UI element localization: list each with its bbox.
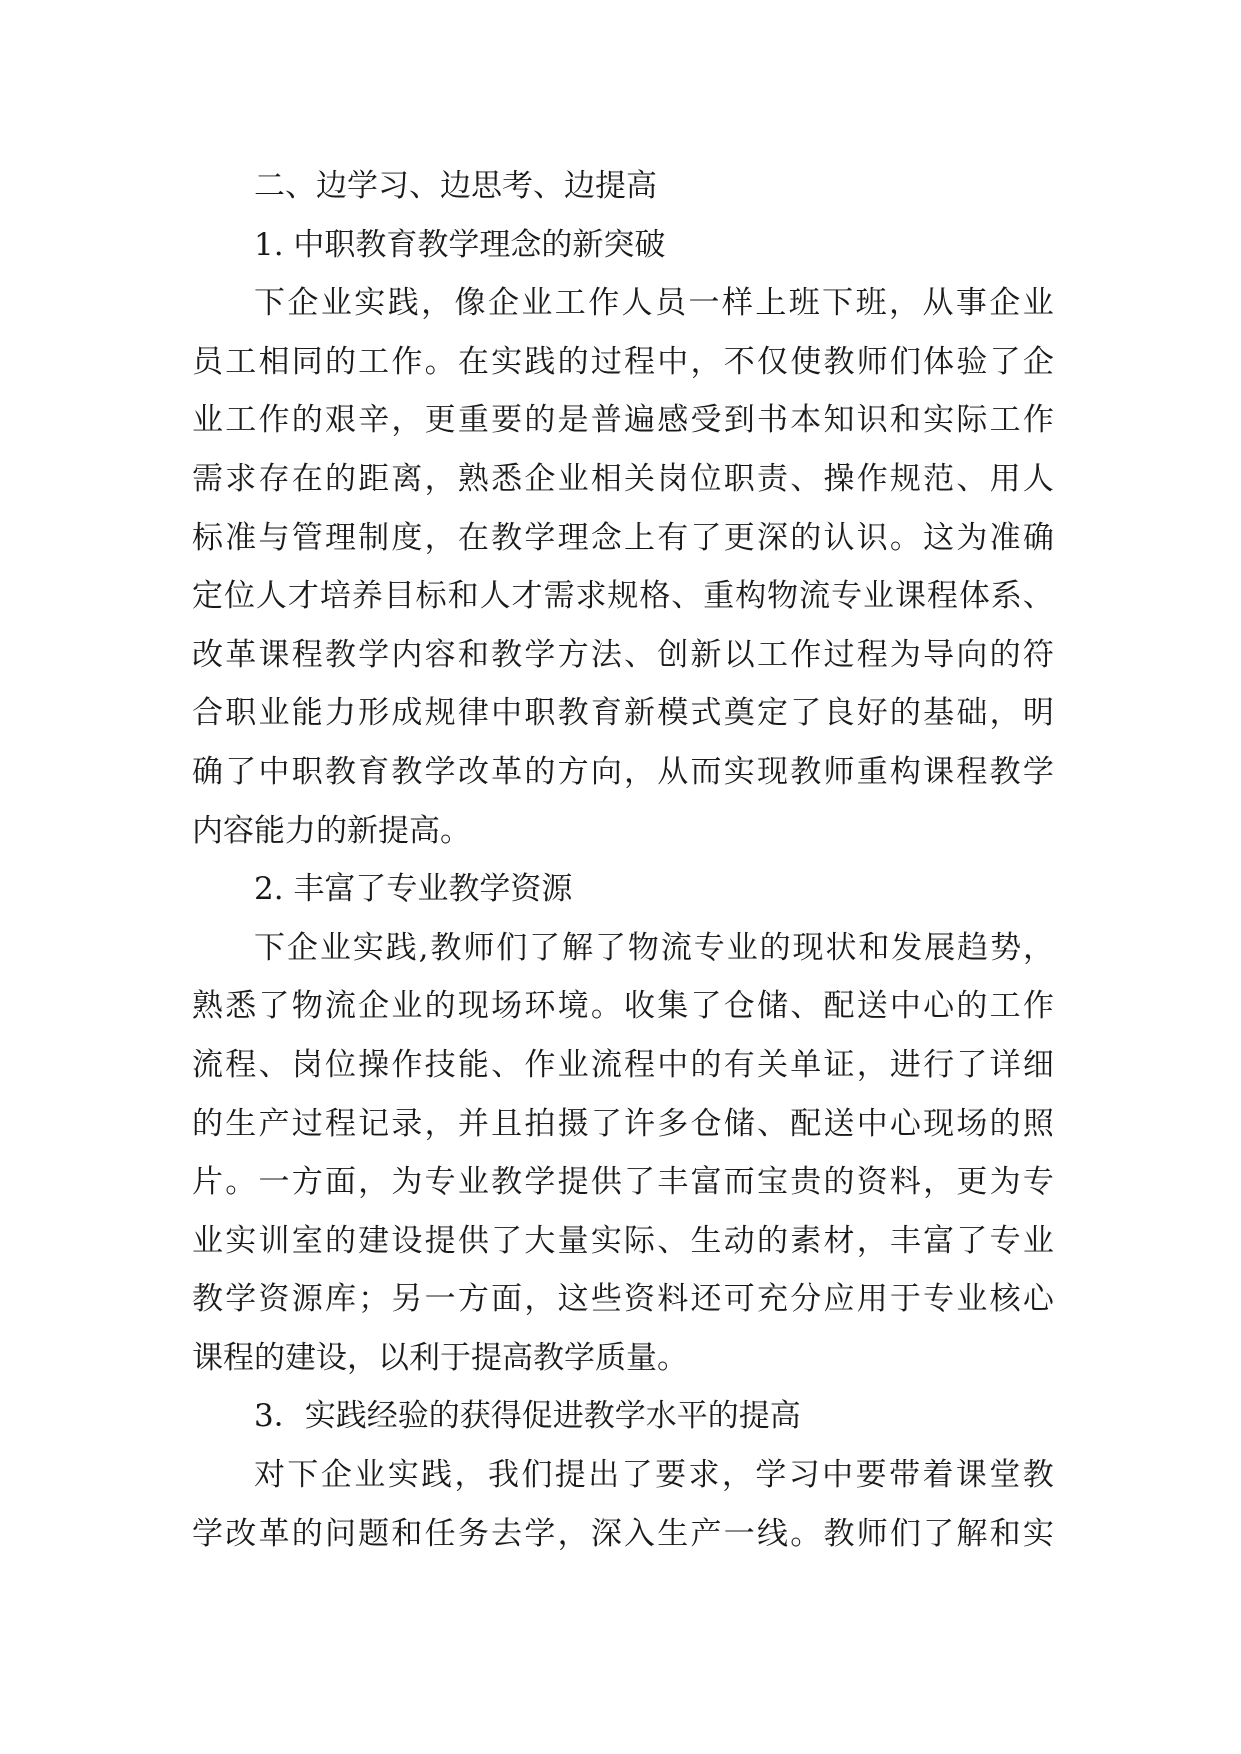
paragraph-line: 熟 悉 了 物 流 企 业 的 现 场 环 境 。 收 集 了 仓 储 、 配 送 中 心 的 工 作 (192, 988, 1054, 1025)
paragraph-line: 确 了 中 职 教 育 教 学 改 革 的 方 向 ， 从 而 实 现 教 师 重 构 课 程 教 学 (192, 753, 1054, 790)
paragraph-line: 定 位 人 才 培 养 目 标 和 人 才 需 求 规 格 、 重 构 物 流 专 业 课 程 体 系 、 (192, 578, 1054, 615)
paragraph-line: 对 下 企 业 实 践 ， 我 们 提 出 了 要 求 ， 学 习 中 要 带 着 课 堂 教 (254, 1457, 1054, 1494)
section-heading: 1. 中职教育教学理念的新突破 (254, 226, 666, 263)
section-heading: 2. 丰富了专业教学资源 (254, 871, 573, 908)
paragraph-line: 业 工 作 的 艰 辛 ， 更 重 要 的 是 普 遍 感 受 到 书 本 知 识 和 实 际 工 作 (192, 402, 1054, 439)
paragraph-line: 的 生 产 过 程 记 录 ， 并 且 拍 摄 了 许 多 仓 储 、 配 送 中 心 现 场 的 照 (192, 1105, 1054, 1142)
paragraph-line: 员 工 相 同 的 工 作 。 在 实 践 的 过 程 中 ， 不 仅 使 教 师 们 体 验 了 企 (192, 343, 1054, 380)
paragraph-line: 流 程 、 岗 位 操 作 技 能 、 作 业 流 程 中 的 有 关 单 证 ， 进 行 了 详 细 (192, 1046, 1054, 1083)
paragraph-line: 下 企 业 实 践 , 教 师 们 了 解 了 物 流 专 业 的 现 状 和 发 展 趋 势 ， (254, 929, 1054, 966)
section-heading: 3．实践经验的获得促进教学水平的提高 (254, 1398, 801, 1435)
paragraph-line: 课程的建设，以利于提高教学质量。 (192, 1339, 688, 1376)
paragraph-line: 片 。 一 方 面 ， 为 专 业 教 学 提 供 了 丰 富 而 宝 贵 的 资 料 ， 更 为 专 (192, 1164, 1054, 1201)
paragraph-line: 学 改 革 的 问 题 和 任 务 去 学 ， 深 入 生 产 一 线 。 教 师 们 了 解 和 实 (192, 1515, 1054, 1552)
paragraph-line: 改 革 课 程 教 学 内 容 和 教 学 方 法 、 创 新 以 工 作 过 程 为 导 向 的 符 (192, 636, 1054, 673)
paragraph-line: 合 职 业 能 力 形 成 规 律 中 职 教 育 新 模 式 奠 定 了 良 好 的 基 础 ， 明 (192, 695, 1054, 732)
document-body (192, 157, 1054, 1563)
paragraph-line: 标 准 与 管 理 制 度 ， 在 教 学 理 念 上 有 了 更 深 的 认 识 。 这 为 准 确 (192, 519, 1054, 556)
paragraph-line: 教 学 资 源 库 ； 另 一 方 面 ， 这 些 资 料 还 可 充 分 应 用 于 专 业 核 心 (192, 1281, 1054, 1318)
section-heading: 二、边学习、边思考、边提高 (254, 168, 657, 204)
paragraph-line: 下 企 业 实 践 ， 像 企 业 工 作 人 员 一 样 上 班 下 班 ， 从 事 企 业 (254, 285, 1054, 322)
paragraph-line: 业 实 训 室 的 建 设 提 供 了 大 量 实 际 、 生 动 的 素 材 ， 丰 富 了 专 业 (192, 1222, 1054, 1259)
paragraph-line: 内容能力的新提高。 (192, 812, 471, 849)
paragraph-line: 需 求 存 在 的 距 离 ， 熟 悉 企 业 相 关 岗 位 职 责 、 操 作 规 范 、 用 人 (192, 460, 1054, 497)
